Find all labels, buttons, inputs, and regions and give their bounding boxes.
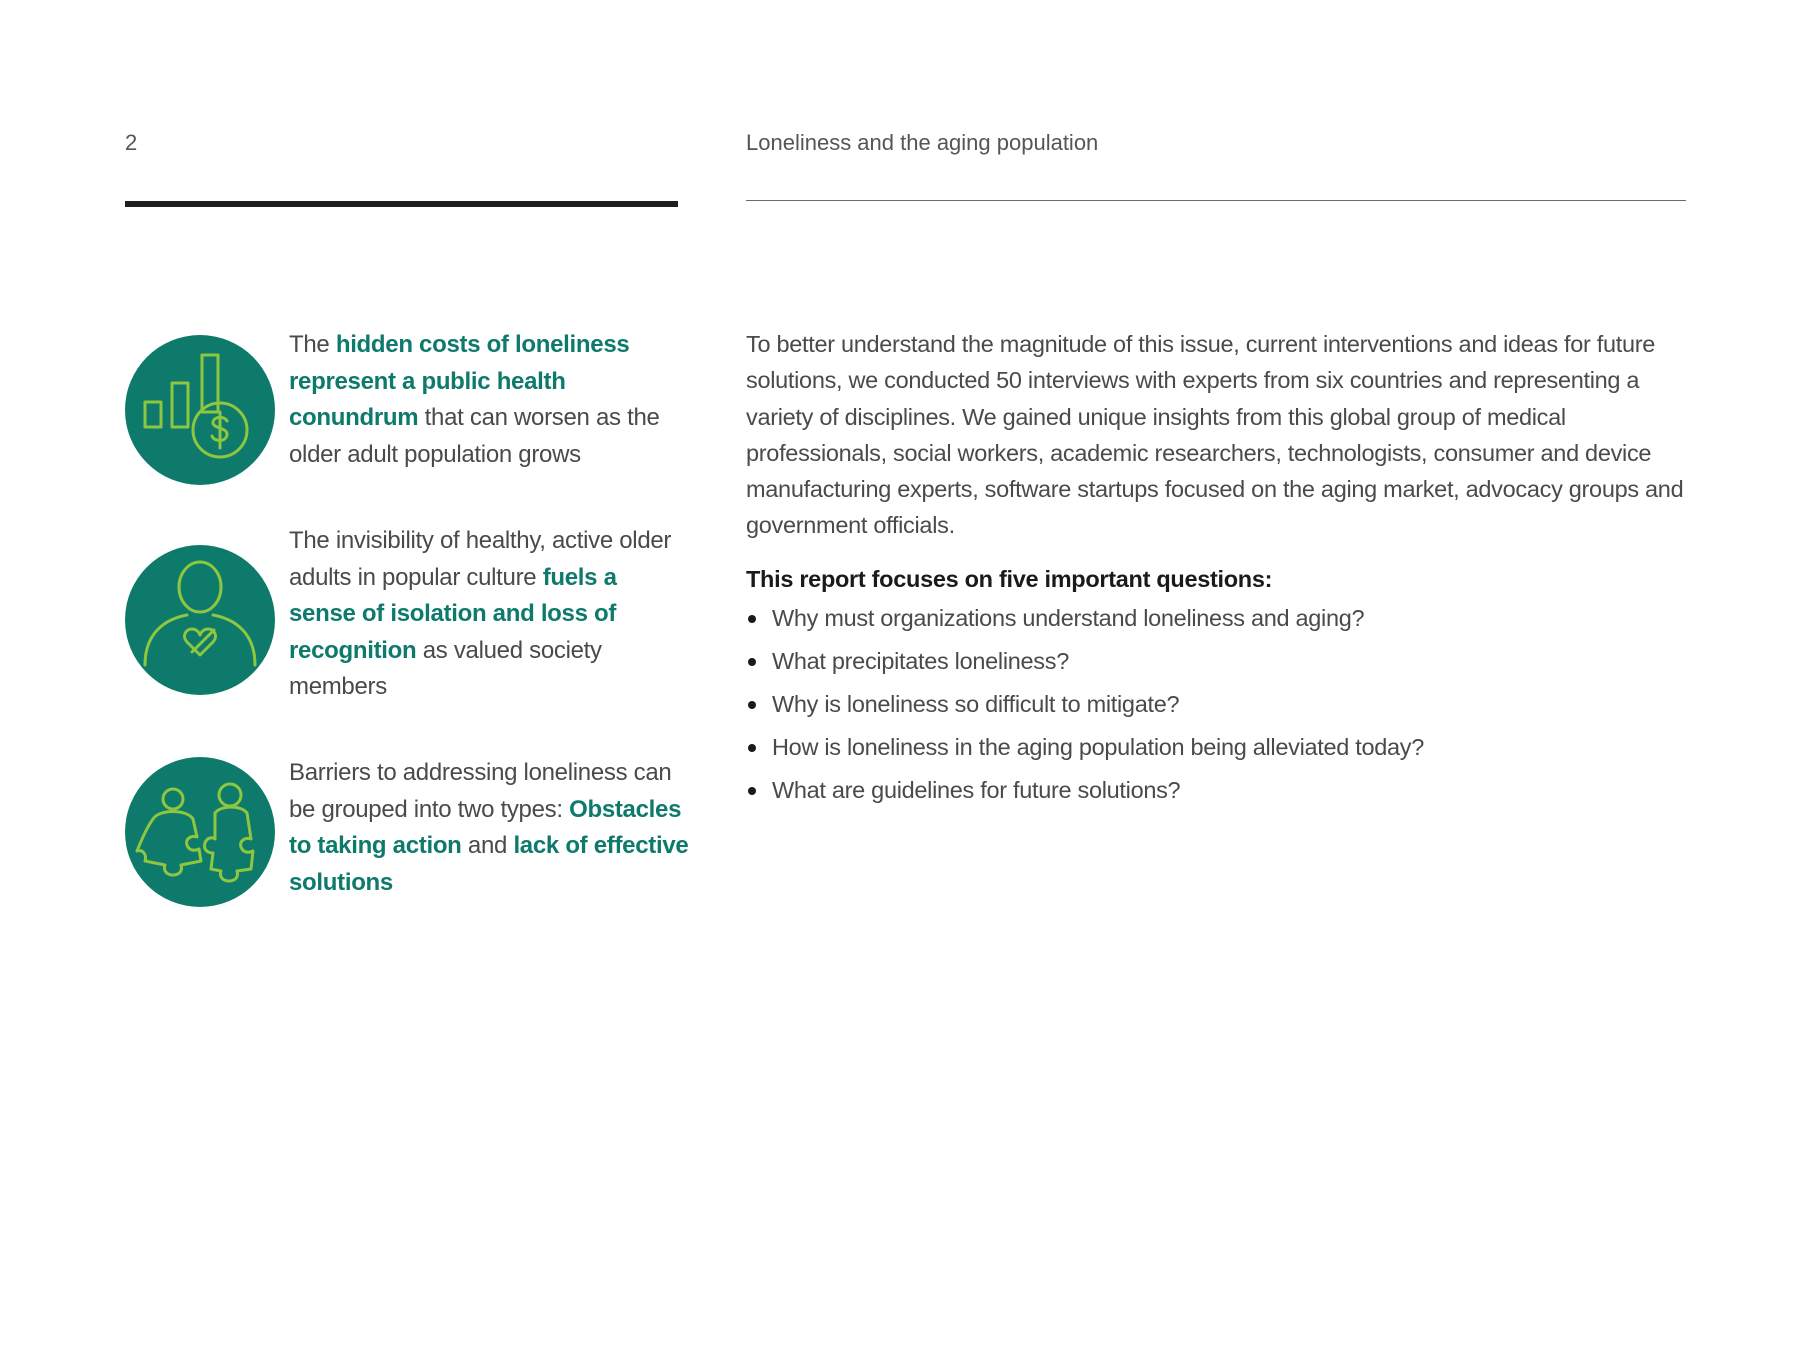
- running-header: Loneliness and the aging population: [746, 130, 1099, 155]
- right-rule: [746, 200, 1686, 201]
- list-item: What are guidelines for future solutions?: [746, 772, 1686, 815]
- callout-barriers: [125, 755, 689, 915]
- list-item: Why must organizations understand loneliness and aging?: [746, 600, 1686, 643]
- bullet-icon: [748, 787, 756, 795]
- callout-hidden-costs: [125, 327, 685, 487]
- list-item: How is loneliness in the aging population being alleviated today?: [746, 729, 1686, 772]
- callout-invisibility: [125, 523, 685, 713]
- bullet-icon: [748, 615, 756, 623]
- page-number: 2: [125, 130, 138, 155]
- money-chart-icon: [125, 335, 275, 485]
- bullet-icon: [748, 744, 756, 752]
- list-item: Why is loneliness so difficult to mitigate?: [746, 686, 1686, 729]
- left-rule: [125, 201, 678, 207]
- questions-list: [746, 600, 1686, 815]
- callout-text: The invisibility of healthy, active older adults in popular culture fuels a sense of isolation and loss of recognition as valued society members: [289, 527, 672, 700]
- list-item: What precipitates loneliness?: [746, 643, 1686, 686]
- bullet-icon: [748, 658, 756, 666]
- intro-paragraph: To better understand the magnitude of this issue, current interventions and ideas for future solutions, we conducted 50 interviews with experts from six countries and representing a variety of disciplines. We gained unique insights from this global group of medical professionals, social workers, academic researchers, technologists, consumer and device manufacturing experts, software startups focused on the aging market, advocacy groups and government officials.: [746, 331, 1684, 539]
- callout-text: Barriers to addressing loneliness can be grouped into two types: Obstacles to taking action and lack of effective solutions: [289, 759, 689, 896]
- callout-text: The hidden costs of loneliness represent a public health conundrum that can worsen as the older adult population grows: [289, 331, 660, 468]
- person-heart-icon: [125, 545, 275, 695]
- puzzle-people-icon: [125, 757, 275, 907]
- bullet-icon: [748, 701, 756, 709]
- questions-heading: This report focuses on five important questions:: [746, 566, 1273, 592]
